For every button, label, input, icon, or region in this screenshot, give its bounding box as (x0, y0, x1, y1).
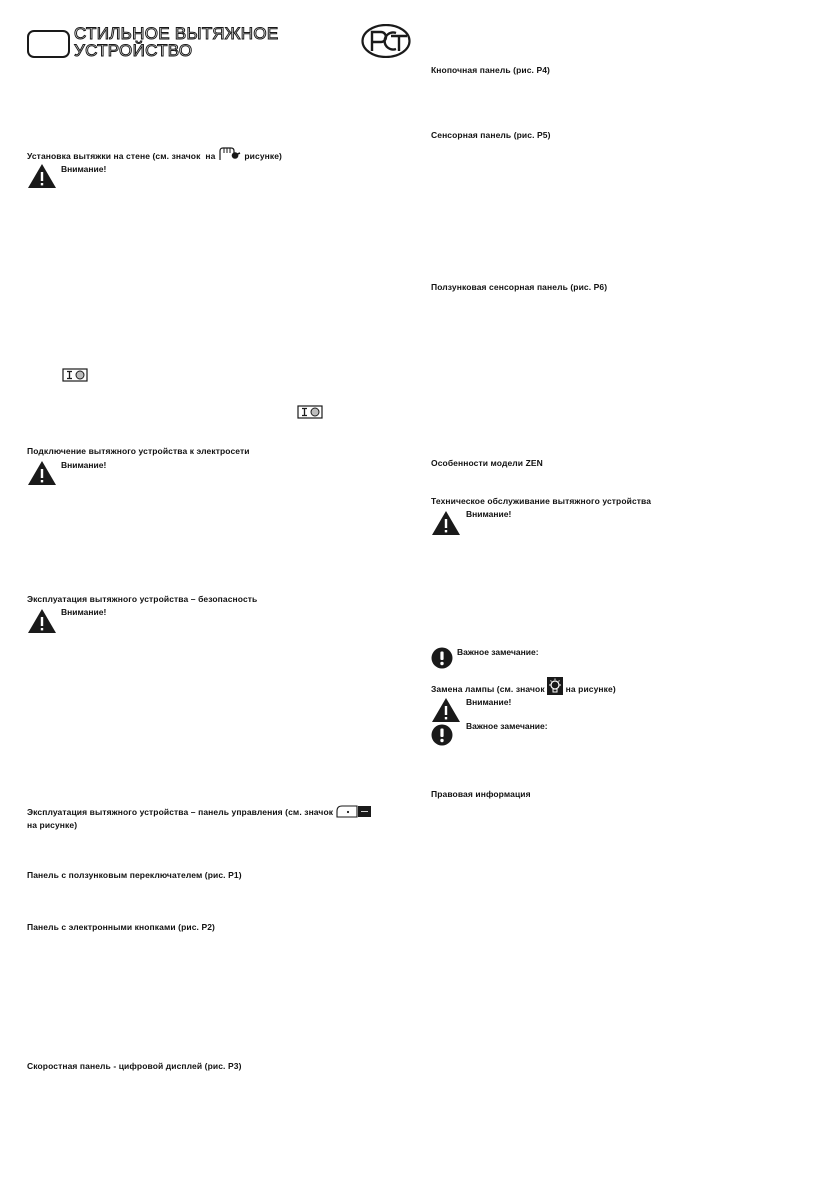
maintenance-important-label: Важное замечание: (457, 647, 539, 657)
warning-icon (431, 510, 461, 536)
panel-p1-heading: Панель с ползунковым переключателем (рис. P1) (27, 870, 242, 880)
important-note-icon (431, 724, 453, 746)
power-switch-icon (297, 405, 323, 419)
zen-heading: Особенности модели ZEN (431, 458, 543, 468)
warning-icon (27, 163, 57, 189)
panel-p6-heading: Ползунковая сенсорная панель (рис. P6) (431, 282, 608, 292)
lamp-heading: Замена лампы (см. значок на рисунке) (431, 684, 616, 695)
electric-warning-label: Внимание! (61, 460, 107, 470)
lamp-important-label: Важное замечание: (466, 721, 548, 731)
install-heading: Установка вытяжки на стене (см. значок на рисунке) (27, 151, 282, 161)
electric-heading: Подключение вытяжного устройства к электросети (27, 446, 250, 456)
panel-p3-heading: Скоростная панель - цифровой дисплей (рис. P3) (27, 1061, 242, 1071)
safety-warning-label: Внимание! (61, 607, 107, 617)
control-panel-icon (336, 805, 372, 818)
certification-mark-icon (361, 24, 411, 58)
control-heading-line2: на рисунке) (27, 820, 78, 830)
panel-p4-heading: Кнопочная панель (рис. P4) (431, 65, 550, 75)
page-title-line2: УСТРОЙСТВО (74, 41, 193, 60)
warning-icon (431, 697, 461, 723)
important-note-icon (431, 647, 453, 669)
safety-heading: Эксплуатация вытяжного устройства – безопасность (27, 594, 258, 604)
lamp-warning-label: Внимание! (466, 697, 512, 707)
wall-mount-icon (218, 147, 242, 161)
warning-icon (27, 608, 57, 634)
warning-icon (27, 460, 57, 486)
lamp-icon (547, 677, 563, 695)
maintenance-heading: Техническое обслуживание вытяжного устройства (431, 496, 652, 506)
control-heading: Эксплуатация вытяжного устройства – панель управления (см. значок (27, 807, 372, 818)
power-switch-icon (62, 368, 88, 382)
maintenance-warning-label: Внимание! (466, 509, 512, 519)
legal-heading: Правовая информация (431, 789, 531, 799)
install-warning-label: Внимание! (61, 164, 107, 174)
page-title-line1: СТИЛЬНОЕ ВЫТЯЖНОЕ (74, 24, 279, 43)
certification-mark (361, 24, 411, 58)
language-tab-box (27, 30, 70, 58)
panel-p5-heading: Сенсорная панель (рис. P5) (431, 130, 551, 140)
panel-p2-heading: Панель с электронными кнопками (рис. P2) (27, 922, 215, 932)
